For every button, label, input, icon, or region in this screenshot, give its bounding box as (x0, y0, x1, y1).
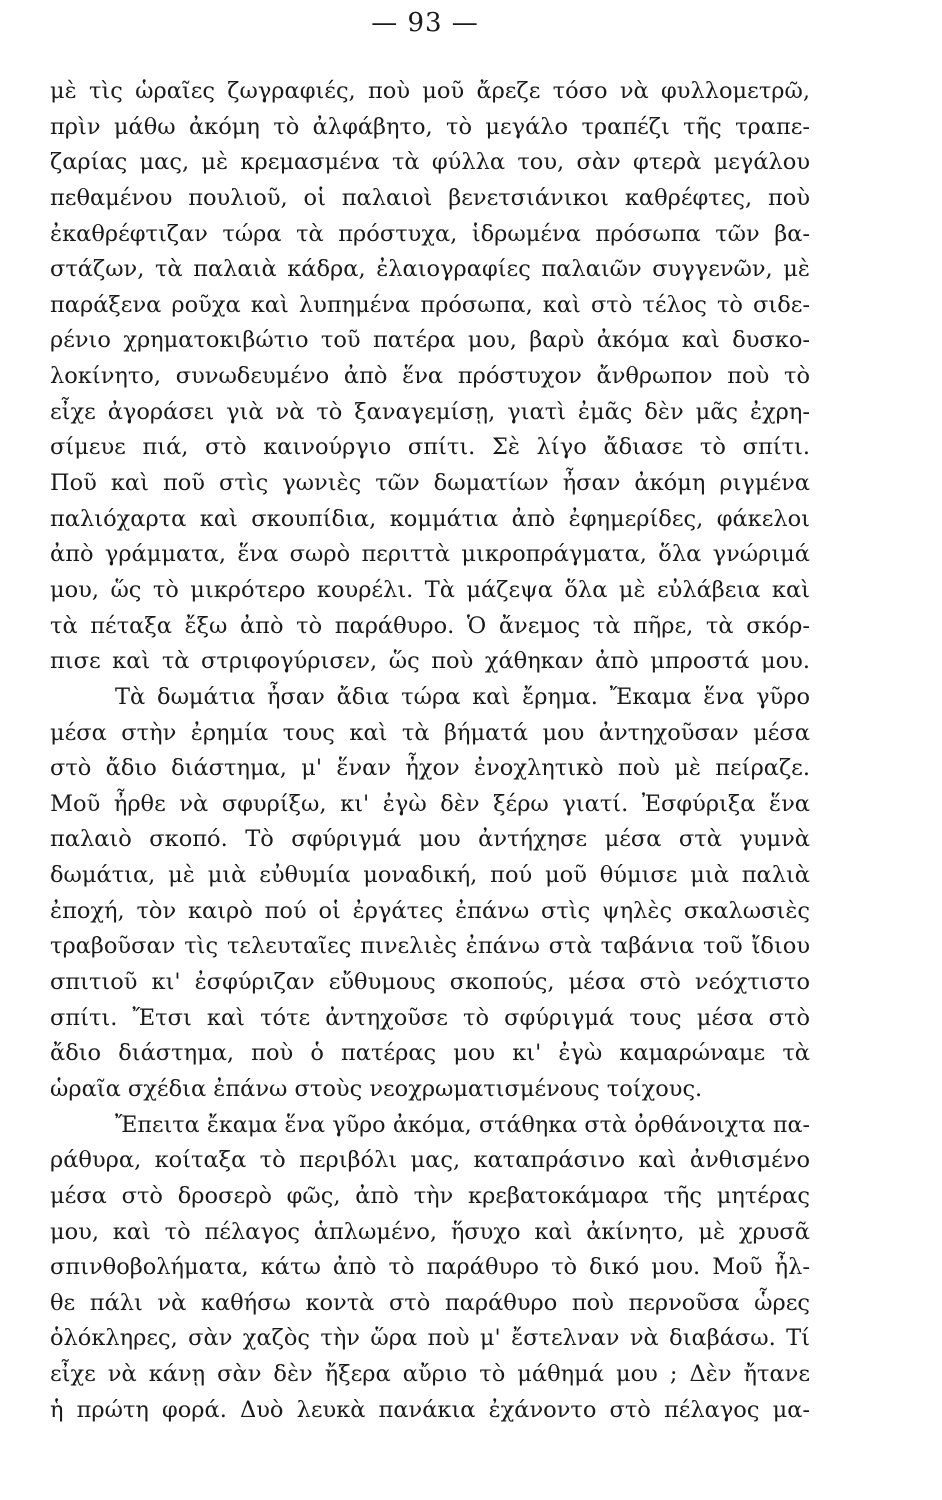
text-line: στὸ ἄδιο διάστημα, μ' ἕναν ἦχον ἐνοχλητικὸ ποὺ μὲ πείραζε. (50, 755, 810, 782)
text-line: ἐκαθρέφτιζαν τώρα τὰ πρόστυχα, ἱδρωμένα πρόσωπα τῶν βα- (50, 220, 810, 247)
text-line: λοκίνητο, συνωδευμένο ἀπὸ ἕνα πρόστυχον ἄνθρωπον ποὺ τὸ (50, 363, 810, 390)
text-line: δωμάτια, μὲ μιὰ εὐθυμία μοναδική, πού μοῦ θύμισε μιὰ παλιὰ (50, 862, 810, 889)
text-line: σπινθοβολήματα, κάτω ἀπὸ τὸ παράθυρο τὸ δικό μου. Μοῦ ἦλ- (50, 1254, 810, 1281)
text-line: στάζων, τὰ παλαιὰ κάδρα, ἐλαιογραφίες παλαιῶν συγγενῶν, μὲ (50, 256, 810, 283)
text-line: Ἔπειτα ἔκαμα ἕνα γῦρο ἀκόμα, στάθηκα στὰ ὀρθάνοιχτα πα- (115, 1111, 810, 1138)
text-line: ὡραῖα σχέδια ἐπάνω στοὺς νεοχρωματισμένους τοίχους. (50, 1075, 703, 1102)
text-line: μέσα στὸ δροσερὸ φῶς, ἀπὸ τὴν κρεβατοκάμαρα τῆς μητέρας (50, 1182, 810, 1209)
text-line: παλαιὸ σκοπό. Τὸ σφύριγμά μου ἀντήχησε μέσα στὰ γυμνὰ (50, 826, 810, 853)
text-line: ὁλόκληρες, σὰν χαζὸς τὴν ὥρα ποὺ μ' ἔστελναν νὰ διαβάσω. Τί (50, 1325, 810, 1352)
text-line: ράθυρα, κοίταξα τὸ περιβόλι μας, καταπράσινο καὶ ἀνθισμένο (50, 1147, 810, 1174)
text-line: σίμευε πιά, στὸ καινούργιο σπίτι. Σὲ λίγο ἄδιασε τὸ σπίτι. (50, 434, 810, 461)
text-line: εἶχε νὰ κάνῃ σὰν δὲν ἤξερα αὔριο τὸ μάθημά μου ; Δὲν ἤτανε (50, 1361, 810, 1388)
text-line: πεθαμένου πουλιοῦ, οἱ παλαιοὶ βενετσιάνικοι καθρέφτες, ποὺ (50, 184, 810, 211)
text-line: θε πάλι νὰ καθήσω κοντὰ στὸ παράθυρο ποὺ περνοῦσα ὧρες (50, 1289, 810, 1316)
text-line: ἡ πρώτη φορά. Δυὸ λευκὰ πανάκια ἐχάνοντο στὸ πέλαγος μα- (50, 1396, 810, 1423)
text-line: παλιόχαρτα καὶ σκουπίδια, κομμάτια ἀπὸ ἐφημερίδες, φάκελοι (50, 505, 810, 532)
text-line: πρὶν μάθω ἀκόμη τὸ ἀλφάβητο, τὸ μεγάλο τραπέζι τῆς τραπε- (50, 113, 810, 140)
text-line: σπιτιοῦ κι' ἐσφύριζαν εὔθυμους σκοπούς, μέσα στὸ νεόχτιστο (50, 969, 810, 996)
text-line: μου, καὶ τὸ πέλαγος ἁπλωμένο, ἥσυχο καὶ ἀκίνητο, μὲ χρυσᾶ (50, 1218, 810, 1245)
text-line: Τὰ δωμάτια ἦσαν ἄδια τώρα καὶ ἔρημα. Ἔκαμα ἕνα γῦρο (115, 683, 810, 710)
text-line: Μοῦ ἦρθε νὰ σφυρίξω, κι' ἐγὼ δὲν ξέρω γιατί. Ἐσφύριξα ἕνα (50, 790, 810, 817)
text-line: μέσα στὴν ἐρημία τους καὶ τὰ βήματά μου ἀντηχοῦσαν μέσα (50, 719, 810, 746)
text-line: τραβοῦσαν τὶς τελευταῖες πινελιὲς ἐπάνω στὰ ταβάνια τοῦ ἴδιου (50, 933, 810, 960)
body-text (50, 74, 810, 1428)
text-line: ἐποχή, τὸν καιρὸ πού οἱ ἐργάτες ἐπάνω στὶς ψηλὲς σκαλωσιὲς (50, 897, 810, 924)
text-line: μου, ὥς τὸ μικρότερο κουρέλι. Τὰ μάζεψα ὅλα μὲ εὐλάβεια καὶ (50, 576, 810, 603)
text-line: ἄδιο διάστημα, ποὺ ὁ πατέρας μου κι' ἐγὼ καμαρώναμε τὰ (50, 1040, 810, 1067)
text-line: πισε καὶ τὰ στριφογύρισεν, ὥς ποὺ χάθηκαν ἀπὸ μπροστά μου. (50, 648, 810, 675)
text-line: εἶχε ἀγοράσει γιὰ νὰ τὸ ξαναγεμίσῃ, γιατὶ ἐμᾶς δὲν μᾶς ἐχρη- (50, 398, 810, 425)
text-line: τὰ πέταξα ἔξω ἀπὸ τὸ παράθυρο. Ὁ ἄνεμος τὰ πῆρε, τὰ σκόρ- (50, 612, 810, 639)
text-line: ρένιο χρηματοκιβώτιο τοῦ πατέρα μου, βαρὺ ἀκόμα καὶ δυσκο- (50, 327, 810, 354)
text-line: παράξενα ροῦχα καὶ λυπημένα πρόσωπα, καὶ στὸ τέλος τὸ σιδε- (50, 291, 810, 318)
text-line: ἀπὸ γράμματα, ἕνα σωρὸ περιττὰ μικροπράγματα, ὅλα γνώριμά (50, 541, 810, 568)
text-line: μὲ τὶς ὡραῖες ζωγραφιές, ποὺ μοῦ ἄρεζε τόσο νὰ φυλλομετρῶ, (50, 78, 810, 104)
text-line: Ποῦ καὶ ποῦ στὶς γωνιὲς τῶν δωματίων ἦσαν ἀκόμη ριγμένα (50, 470, 810, 497)
page-number: — 93 — (371, 8, 479, 38)
text-line: σπίτι. Ἔτσι καὶ τότε ἀντηχοῦσε τὸ σφύριγμά τους μέσα στὸ (50, 1004, 810, 1031)
text-line: ζαρίας μας, μὲ κρεμασμένα τὰ φύλλα του, σὰν φτερὰ μεγάλου (50, 149, 810, 176)
